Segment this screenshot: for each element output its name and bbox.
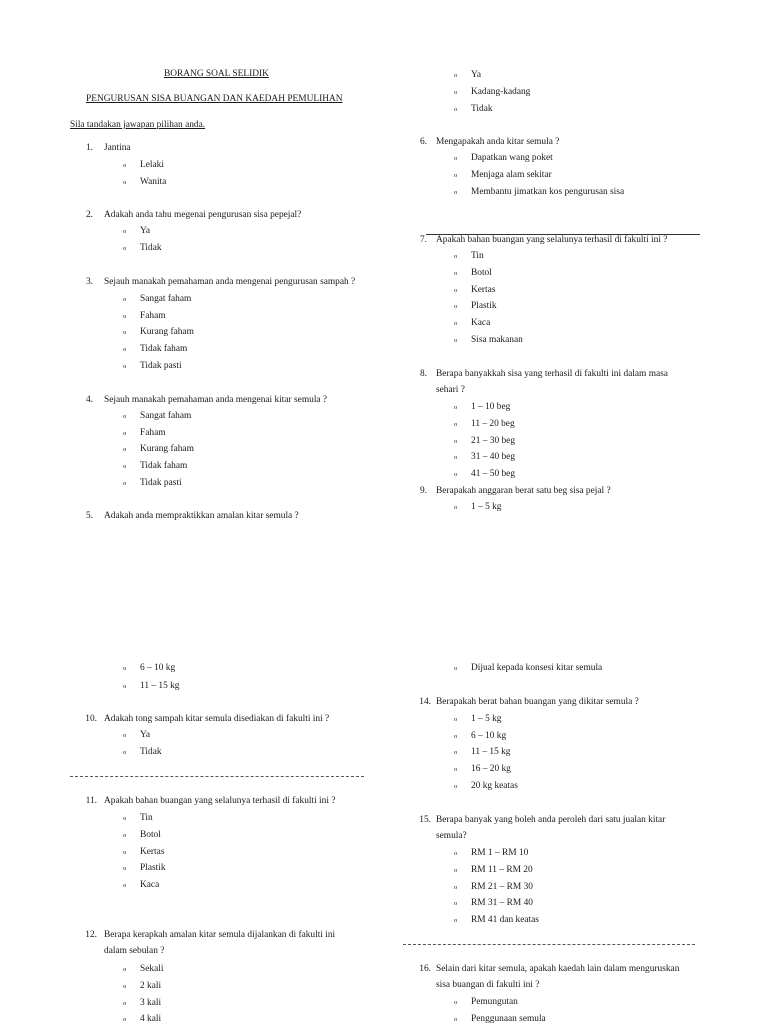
option-label: 31 – 40 beg xyxy=(471,452,516,463)
option-radio-icon[interactable]: o xyxy=(123,228,127,235)
option-radio-icon[interactable]: o xyxy=(454,732,458,740)
option-radio-icon[interactable]: o xyxy=(454,404,458,411)
option-label: RM 31 – RM 40 xyxy=(471,898,533,909)
option-label: 4 kali xyxy=(140,1014,162,1024)
question-number: 16. xyxy=(419,964,431,974)
page-separator-right xyxy=(403,944,695,945)
option-label: 1 – 5 kg xyxy=(471,714,502,724)
option-label: Tidak pasti xyxy=(140,477,182,488)
option-radio-icon[interactable]: o xyxy=(454,172,458,179)
option-label: 2 kali xyxy=(140,980,162,991)
option-radio-icon[interactable]: o xyxy=(454,749,458,757)
option-radio-icon[interactable]: o xyxy=(454,437,458,445)
option-label: Tidak xyxy=(140,243,162,253)
option-label: 41 – 50 beg xyxy=(471,469,516,480)
question-text: Adakah tong sampah kitar semula disediakan di fakulti ini ? xyxy=(104,714,330,724)
option-label: 3 kali xyxy=(140,997,162,1008)
question-text: Mengapakah anda kitar semula ? xyxy=(436,137,560,147)
question-number: 1. xyxy=(85,143,93,153)
option-label: Kertas xyxy=(140,846,165,857)
option-label: Dijual kepada konsesi kitar semula xyxy=(471,663,603,673)
option-radio-icon[interactable]: o xyxy=(123,446,127,454)
option-label: Faham xyxy=(140,427,166,438)
option-radio-icon[interactable]: o xyxy=(454,89,458,96)
form-instruction: Sila tandakan jawapan pilihan anda. xyxy=(70,120,206,130)
question-number: 5. xyxy=(85,511,93,521)
question-text: Sejauh manakah pemahaman anda mengenai kitar semula ? xyxy=(104,395,328,405)
option-radio-icon[interactable]: o xyxy=(454,471,458,479)
option-radio-icon[interactable]: o xyxy=(123,815,127,822)
question-text: Apakah bahan buangan yang selalunya terhasil di fakulti ini ? xyxy=(436,235,668,245)
option-label: Penggunaan semula xyxy=(471,1013,546,1024)
question-text: Berapa banyak yang boleh anda peroleh dari satu jualan kitar xyxy=(436,815,666,825)
question-text: Adakah anda tahu megenai pengurusan sisa pepejal? xyxy=(104,210,302,220)
option-radio-icon[interactable]: o xyxy=(454,320,458,328)
option-radio-icon[interactable]: o xyxy=(123,329,127,337)
option-label: Menjaga alam sekitar xyxy=(471,170,552,180)
option-radio-icon[interactable]: o xyxy=(123,162,127,169)
option-label: Ya xyxy=(471,70,481,80)
option-radio-icon[interactable]: o xyxy=(454,269,458,277)
question-number: 10. xyxy=(85,714,97,724)
option-radio-icon[interactable]: o xyxy=(123,296,127,303)
option-radio-icon[interactable]: o xyxy=(123,982,127,990)
question-number: 3. xyxy=(85,277,93,287)
option-label: Kadang-kadang xyxy=(471,87,531,97)
option-label: Kertas xyxy=(471,284,496,295)
option-label: Sekali xyxy=(140,964,164,974)
option-label: Plastik xyxy=(471,301,497,312)
option-radio-icon[interactable]: o xyxy=(454,303,458,311)
question-text: Jantina xyxy=(104,143,131,153)
option-label: Kaca xyxy=(140,880,160,891)
option-label: Membantu jimatkan kos pengurusan sisa xyxy=(471,187,625,197)
option-radio-icon[interactable]: o xyxy=(123,1016,127,1024)
option-radio-icon[interactable]: o xyxy=(123,848,127,856)
option-label: Sangat faham xyxy=(140,294,192,304)
option-label: Botol xyxy=(140,829,161,840)
option-radio-icon[interactable]: o xyxy=(123,362,127,370)
option-radio-icon[interactable]: o xyxy=(123,999,127,1007)
option-radio-icon[interactable]: o xyxy=(123,749,127,756)
option-label: Botol xyxy=(471,267,492,278)
option-radio-icon[interactable]: o xyxy=(454,665,458,672)
option-label: Tidak faham xyxy=(140,344,188,355)
option-label: RM 11 – RM 20 xyxy=(471,864,533,875)
question-number: 14. xyxy=(419,697,431,707)
option-radio-icon[interactable]: o xyxy=(454,286,458,294)
question-number: 15. xyxy=(419,815,431,825)
option-radio-icon[interactable]: o xyxy=(454,716,458,723)
option-radio-icon[interactable]: o xyxy=(123,865,127,873)
option-label: 11 – 20 beg xyxy=(471,418,515,429)
option-radio-icon[interactable]: o xyxy=(123,413,127,420)
option-label: 11 – 15 kg xyxy=(471,747,511,758)
option-label: RM 21 – RM 30 xyxy=(471,881,533,892)
question-text: Berapakah anggaran berat satu beg sisa pejal ? xyxy=(436,486,611,496)
option-radio-icon[interactable]: o xyxy=(123,479,127,487)
form-subtitle: PENGURUSAN SISA BUANGAN DAN KAEDAH PEMULIHAN xyxy=(86,94,343,104)
option-label: 6 – 10 kg xyxy=(471,730,507,741)
option-radio-icon[interactable]: o xyxy=(454,454,458,462)
option-label: Kurang faham xyxy=(140,327,194,338)
option-radio-icon[interactable]: o xyxy=(454,504,458,511)
section-underline xyxy=(426,234,700,235)
question-number: 6. xyxy=(419,137,427,147)
option-radio-icon[interactable]: o xyxy=(454,850,458,857)
option-label: Tidak xyxy=(471,104,493,114)
option-label: Sangat faham xyxy=(140,411,192,421)
option-radio-icon[interactable]: o xyxy=(123,665,127,672)
option-radio-icon[interactable]: o xyxy=(454,917,458,925)
option-radio-icon[interactable]: o xyxy=(454,782,458,790)
option-label: Kaca xyxy=(471,318,491,329)
option-label: Ya xyxy=(140,226,150,236)
question-number: 7. xyxy=(419,235,427,245)
option-radio-icon[interactable]: o xyxy=(454,189,458,196)
option-label: Lelaki xyxy=(140,160,164,170)
option-label: Tidak pasti xyxy=(140,360,182,371)
option-radio-icon[interactable]: o xyxy=(454,1015,458,1023)
option-label: 1 – 10 beg xyxy=(471,402,511,412)
question-number: 8. xyxy=(419,369,427,379)
option-radio-icon[interactable]: o xyxy=(123,346,127,354)
option-label: Dapatkan wang poket xyxy=(471,153,553,163)
page-separator-left xyxy=(70,776,364,777)
option-label: Tidak xyxy=(140,747,162,757)
option-label: Ya xyxy=(140,730,150,740)
option-radio-icon[interactable]: o xyxy=(123,463,127,471)
option-radio-icon[interactable]: o xyxy=(454,420,458,428)
option-label: Faham xyxy=(140,310,166,321)
question-number: 12. xyxy=(85,930,97,940)
option-radio-icon[interactable]: o xyxy=(123,179,127,186)
option-label: Tin xyxy=(140,813,153,823)
option-label: 21 – 30 beg xyxy=(471,435,516,446)
question-text: Selain dari kitar semula, apakah kaedah lain dalam menguruskan xyxy=(436,964,680,974)
option-label: Wanita xyxy=(140,177,167,187)
option-label: Kurang faham xyxy=(140,444,194,455)
option-label: RM 1 – RM 10 xyxy=(471,848,529,858)
question-number: 2. xyxy=(85,210,93,220)
question-number: 9. xyxy=(419,486,427,496)
option-radio-icon[interactable]: o xyxy=(454,766,458,774)
question-text: Berapakah berat bahan buangan yang dikitar semula ? xyxy=(436,697,639,707)
option-label: 6 – 10 kg xyxy=(140,663,176,673)
option-label: 16 – 20 kg xyxy=(471,764,511,775)
option-radio-icon[interactable]: o xyxy=(454,72,458,79)
question-text: Adakah anda mempraktikkan amalan kitar semula ? xyxy=(104,511,299,521)
question-text: Apakah bahan buangan yang selalunya terhasil di fakulti ini ? xyxy=(104,796,336,806)
question-number: 4. xyxy=(85,395,93,405)
question-number: 11. xyxy=(85,796,97,806)
option-radio-icon[interactable]: o xyxy=(454,900,458,908)
option-radio-icon[interactable]: o xyxy=(454,155,458,162)
question-text-continued: sehari ? xyxy=(436,385,465,395)
question-text: Berapa banyakkah sisa yang terhasil di fakulti ini dalam masa xyxy=(436,369,668,379)
form-title: BORANG SOAL SELIDIK xyxy=(164,69,269,79)
option-label: Sisa makanan xyxy=(471,335,523,345)
question-text: Sejauh manakah pemahaman anda mengenai pengurusan sampah ? xyxy=(104,277,356,287)
question-text-continued: dalam sebulan ? xyxy=(104,946,165,956)
option-radio-icon[interactable]: o xyxy=(454,883,458,891)
option-label: Tin xyxy=(471,251,484,261)
option-label: 11 – 15 kg xyxy=(140,681,180,691)
option-label: Pemungutan xyxy=(471,997,518,1007)
option-radio-icon[interactable]: o xyxy=(123,831,127,839)
option-radio-icon[interactable]: o xyxy=(454,999,458,1006)
option-label: RM 41 dan keatas xyxy=(471,915,539,926)
option-radio-icon[interactable]: o xyxy=(123,245,127,252)
option-label: Plastik xyxy=(140,863,166,874)
option-radio-icon[interactable]: o xyxy=(123,882,127,890)
question-text-continued: sisa buangan di fakulti ini ? xyxy=(436,980,540,990)
option-label: 20 kg keatas xyxy=(471,780,518,791)
option-radio-icon[interactable]: o xyxy=(123,429,127,437)
question-text-continued: semula? xyxy=(436,831,467,841)
option-label: Tidak faham xyxy=(140,461,188,472)
option-radio-icon[interactable]: o xyxy=(123,732,127,739)
option-radio-icon[interactable]: o xyxy=(454,337,458,344)
option-radio-icon[interactable]: o xyxy=(123,312,127,320)
option-radio-icon[interactable]: o xyxy=(454,253,458,260)
option-label: 1 – 5 kg xyxy=(471,502,502,512)
question-text: Berapa kerapkah amalan kitar semula dijalankan di fakulti ini xyxy=(104,930,336,940)
option-radio-icon[interactable]: o xyxy=(123,683,127,690)
option-radio-icon[interactable]: o xyxy=(454,106,458,113)
option-radio-icon[interactable]: o xyxy=(454,866,458,874)
option-radio-icon[interactable]: o xyxy=(123,966,127,973)
